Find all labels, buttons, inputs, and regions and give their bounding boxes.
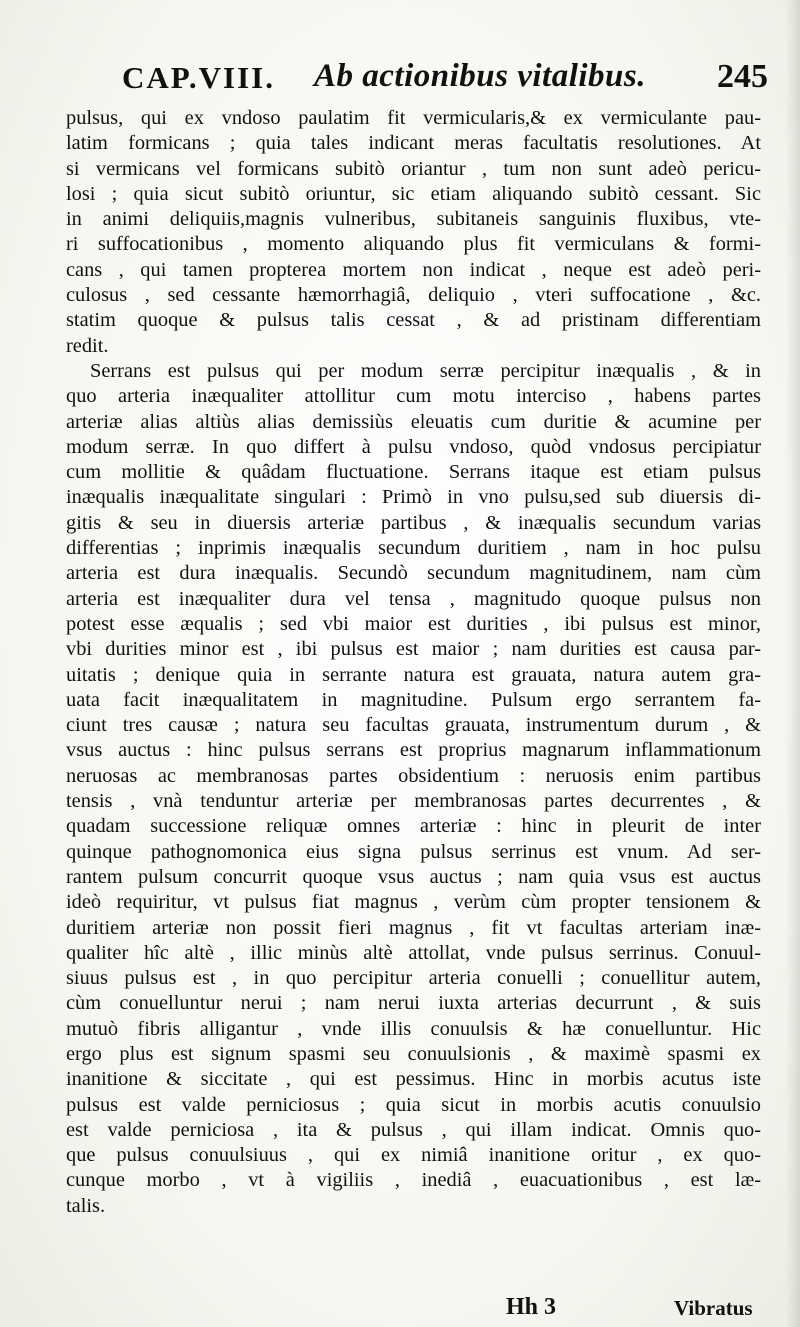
text-line: cans , qui tamen propterea mortem non indicat , neque est adeò peri- [66, 258, 761, 281]
text-line: in animi deliquiis,magnis vulneribus, subitaneis sanguinis fluxibus, vte- [66, 208, 761, 231]
text-line: gitis & seu in diuersis arteriæ partibus , & inæqualis secundum varias [66, 511, 761, 534]
text-line: uata facit inæqualitatem in magnitudine. Pulsum ergo serrantem fa- [66, 688, 761, 711]
text-line: cunque morbo , vt à vigiliis , inediâ , euacuationibus , est læ- [66, 1169, 761, 1192]
text-line: qualiter hîc altè , illic minùs altè attollat, vnde pulsus serrinus. Conuul- [66, 941, 761, 964]
text-line: latim formicans ; quia tales indicant meras facultatis resolutiones. At [66, 132, 761, 155]
text-line: arteria est dura inæqualis. Secundò secundum magnitudinem, nam cùm [66, 562, 761, 585]
text-line: losi ; quia sicut subitò oriuntur, sic etiam aliquando subitò cessant. Sic [66, 182, 761, 205]
text-line: uitatis ; denique quia in serrante natura est grauata, natura autem gra- [66, 663, 761, 686]
page-edge-shadow [786, 0, 800, 1327]
text-line: inæqualis inæqualitate singulari : Primò in vno pulsu,sed sub diuersis di- [66, 486, 761, 509]
text-line: quo arteria inæqualiter attollitur cum motu interciso , habens partes [66, 385, 761, 408]
running-head [122, 56, 772, 102]
text-line: vsus auctus : hinc pulsus serrans est proprius magnarum inflammationum [66, 739, 761, 762]
text-line: arteria est inæqualiter dura vel tensa , magnitudo quoque pulsus non [66, 587, 761, 610]
paragraph-start-line: Serrans est pulsus qui per modum serræ percipitur inæqualis , & in [90, 359, 761, 382]
body-text [66, 106, 761, 1219]
text-line: rantem pulsum concurrit quoque vsus auctus ; nam quia vsus est auctus [66, 865, 761, 888]
text-line: quinque pathognomonica eius signa pulsus serrinus est vnum. Ad ser- [66, 840, 761, 863]
page-number: 245 [717, 58, 768, 95]
text-line: modum serræ. In quo differt à pulsu vndoso, quòd vndosus percipiatur [66, 435, 761, 458]
text-line: est valde perniciosa , ita & pulsus , qui illam indicat. Omnis quo- [66, 1118, 761, 1141]
text-line: redit. [66, 334, 109, 357]
signature-mark: Hh 3 [506, 1294, 557, 1320]
text-line: ideò requiritur, vt pulsus fiat magnus , verùm cùm propter tensionem & [66, 891, 761, 914]
text-line: potest esse æqualis ; sed vbi maior est durities , ibi pulsus est minor, [66, 612, 761, 635]
chapter-label: CAP.VIII. [122, 60, 275, 95]
text-line: siuus pulsus est , in quo percipitur arteria conuelli ; conuellitur autem, [66, 967, 761, 990]
text-line: statim quoque & pulsus talis cessat , & ad pristinam differentiam [66, 309, 761, 332]
page-footer [0, 1294, 800, 1324]
text-line: culosus , sed cessante hæmorrhagiâ, deliquio , vteri suffocatione , &c. [66, 284, 761, 307]
text-line: duritiem arteriæ non possit fieri magnus , fit vt facultas arteriam inæ- [66, 916, 761, 939]
catchword: Vibratus [674, 1296, 753, 1320]
text-line: ri suffocationibus , momento aliquando plus fit vermiculans & formi- [66, 233, 761, 256]
text-line: quadam successione reliquæ omnes arteriæ : hinc in pleurit de inter [66, 815, 761, 838]
text-line: si vermicans vel formicans subitò oriantur , tum non sunt adeò pericu- [66, 157, 761, 180]
text-line: talis. [66, 1194, 106, 1217]
text-line: ergo plus est signum spasmi seu conuulsionis , & maximè spasmi ex [66, 1042, 761, 1065]
text-line: cum mollitie & quâdam fluctuatione. Serrans itaque est etiam pulsus [66, 461, 761, 484]
chapter-title: Ab actionibus vitalibus. [314, 58, 646, 94]
text-line: arteriæ alias altiùs alias demissiùs eleuatis cum duritie & acumine per [66, 410, 761, 433]
text-line: ciunt tres causæ ; natura seu facultas grauata, instrumentum durum , & [66, 714, 761, 737]
text-line: neruosas ac membranosas partes obsidentium : neruosis enim partibus [66, 764, 761, 787]
text-line: vbi durities minor est , ibi pulsus est maior ; nam durities est causa par- [66, 638, 761, 661]
text-line: cùm conuelluntur nerui ; nam nerui iuxta arterias decurrunt , & suis [66, 992, 761, 1015]
text-line: que pulsus conuulsiuus , qui ex nimiâ inanitione oritur , ex quo- [66, 1144, 761, 1167]
text-line: pulsus est valde perniciosus ; quia sicut in morbis acutis conuulsio [66, 1093, 761, 1116]
text-line: inanitione & siccitate , qui est pessimus. Hinc in morbis acutus iste [66, 1068, 761, 1091]
text-line: tensis , vnà tenduntur arteriæ per membranosas partes decurrentes , & [66, 790, 761, 813]
text-line: differentias ; inprimis inæqualis secundum duritiem , nam in hoc pulsu [66, 537, 761, 560]
text-line: mutuò fibris alligantur , vnde illis conuulsis & hæ conuelluntur. Hic [66, 1017, 761, 1040]
text-line: pulsus, qui ex vndoso paulatim fit vermicularis,& ex vermiculante pau- [66, 107, 761, 129]
